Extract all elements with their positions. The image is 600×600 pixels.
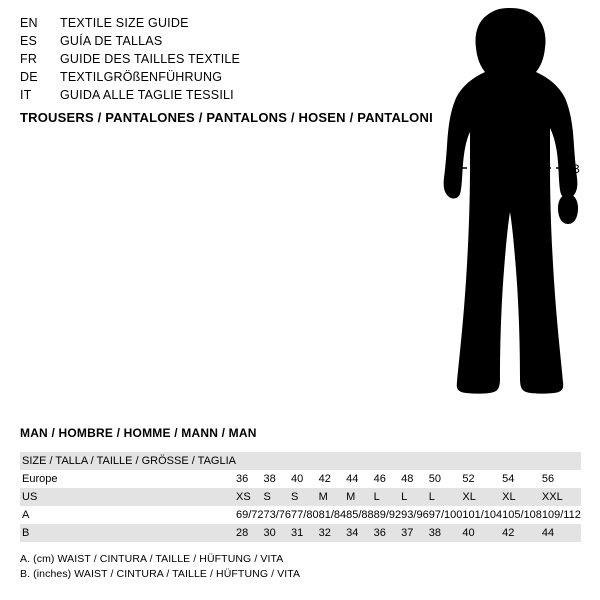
language-row-de bbox=[20, 68, 380, 86]
cell: 46 bbox=[373, 473, 386, 485]
cell: 69/72 bbox=[235, 509, 264, 521]
cell: 31 bbox=[291, 524, 319, 542]
cell: XXL bbox=[542, 488, 581, 506]
cell: 36 bbox=[235, 473, 249, 485]
size-table bbox=[20, 452, 581, 542]
cell: 34 bbox=[346, 524, 374, 542]
cell: 97/100 bbox=[428, 509, 463, 521]
table-row bbox=[20, 488, 581, 506]
cell bbox=[429, 452, 463, 470]
cell: L bbox=[401, 488, 429, 506]
cell: 101/104 bbox=[462, 509, 503, 521]
table-row bbox=[20, 470, 581, 488]
cell: M bbox=[319, 488, 347, 506]
cell: 89/92 bbox=[373, 509, 402, 521]
language-list bbox=[20, 14, 380, 104]
cell: 44 bbox=[346, 473, 359, 485]
cell: 42 bbox=[502, 524, 542, 542]
cell: XL bbox=[462, 488, 502, 506]
cell bbox=[236, 452, 264, 470]
cell: 77/80 bbox=[291, 509, 319, 521]
cell: 37 bbox=[401, 524, 429, 542]
cell bbox=[462, 452, 502, 470]
cell: 56 bbox=[541, 473, 555, 485]
language-code-es: ES bbox=[20, 34, 38, 48]
language-code-it: IT bbox=[20, 88, 32, 102]
cell bbox=[542, 452, 581, 470]
table-caption: MAN / HOMBRE / HOMME / MANN / MAN bbox=[20, 426, 257, 440]
cell: 81/84 bbox=[318, 509, 347, 521]
language-text-fr: GUIDE DES TAILLES TEXTILE bbox=[60, 52, 241, 66]
cell: 105/108 bbox=[502, 509, 542, 521]
cell: 40 bbox=[462, 524, 502, 542]
row-label: A bbox=[22, 509, 30, 521]
man-silhouette-icon bbox=[400, 8, 600, 408]
language-row-es bbox=[20, 32, 380, 50]
cell: 73/76 bbox=[263, 509, 292, 521]
row-label: US bbox=[20, 488, 236, 506]
cell bbox=[502, 452, 542, 470]
cell: 30 bbox=[264, 524, 292, 542]
cell: L bbox=[429, 488, 463, 506]
cell: M bbox=[346, 488, 374, 506]
cell: 32 bbox=[319, 524, 347, 542]
cell: 50 bbox=[428, 473, 441, 485]
cell bbox=[374, 452, 402, 470]
language-row-en bbox=[20, 14, 380, 32]
language-text-it: GUIDA ALLE TAGLIE TESSILI bbox=[60, 88, 234, 102]
cell: 38 bbox=[263, 473, 276, 485]
cell bbox=[264, 452, 292, 470]
footnote-b: B. (inches) WAIST / CINTURA / TAILLE / HÜFTUNG / VITA bbox=[20, 568, 301, 580]
figure-illustration bbox=[400, 8, 600, 408]
cell: S bbox=[264, 488, 292, 506]
row-label: Europe bbox=[22, 473, 58, 485]
cell: XS bbox=[236, 488, 264, 506]
cell: 42 bbox=[318, 473, 331, 485]
cell: 52 bbox=[462, 473, 475, 485]
cell: 93/96 bbox=[401, 509, 429, 521]
cell: 38 bbox=[429, 524, 463, 542]
cell: S bbox=[291, 488, 319, 506]
row-label: B bbox=[20, 524, 236, 542]
table-row bbox=[20, 452, 581, 470]
table-row bbox=[20, 506, 581, 524]
cell bbox=[346, 452, 374, 470]
cell: 109/112 bbox=[541, 509, 581, 521]
cell bbox=[401, 452, 429, 470]
section-title: TROUSERS / PANTALONES / PANTALONS / HOSEN / PANTALONI bbox=[20, 110, 433, 125]
cell: 48 bbox=[401, 473, 414, 485]
cell: 36 bbox=[374, 524, 402, 542]
measure-label-ab: A-B bbox=[560, 164, 581, 176]
language-text-es: GUÍA DE TALLAS bbox=[60, 34, 163, 48]
language-row-fr bbox=[20, 50, 380, 68]
cell: 85/88 bbox=[346, 509, 374, 521]
language-row-it bbox=[20, 86, 380, 104]
cell bbox=[291, 452, 319, 470]
footnotes bbox=[20, 552, 300, 582]
table-row bbox=[20, 524, 581, 542]
row-label: SIZE / TALLA / TAILLE / GRÖSSE / TAGLIA bbox=[20, 452, 236, 470]
cell: 54 bbox=[502, 473, 515, 485]
language-text-en: TEXTILE SIZE GUIDE bbox=[60, 16, 189, 30]
language-text-de: TEXTILGRÖßENFÜHRUNG bbox=[60, 70, 223, 84]
cell: 40 bbox=[291, 473, 304, 485]
cell bbox=[319, 452, 347, 470]
cell: 44 bbox=[542, 524, 581, 542]
language-code-de: DE bbox=[20, 70, 38, 84]
footnote-a: A. (cm) WAIST / CINTURA / TAILLE / HÜFTUNG / VITA bbox=[20, 553, 284, 565]
cell: 28 bbox=[236, 524, 264, 542]
language-code-en: EN bbox=[20, 16, 38, 30]
cell: XL bbox=[502, 488, 542, 506]
cell: L bbox=[374, 488, 402, 506]
language-code-fr: FR bbox=[20, 52, 38, 66]
